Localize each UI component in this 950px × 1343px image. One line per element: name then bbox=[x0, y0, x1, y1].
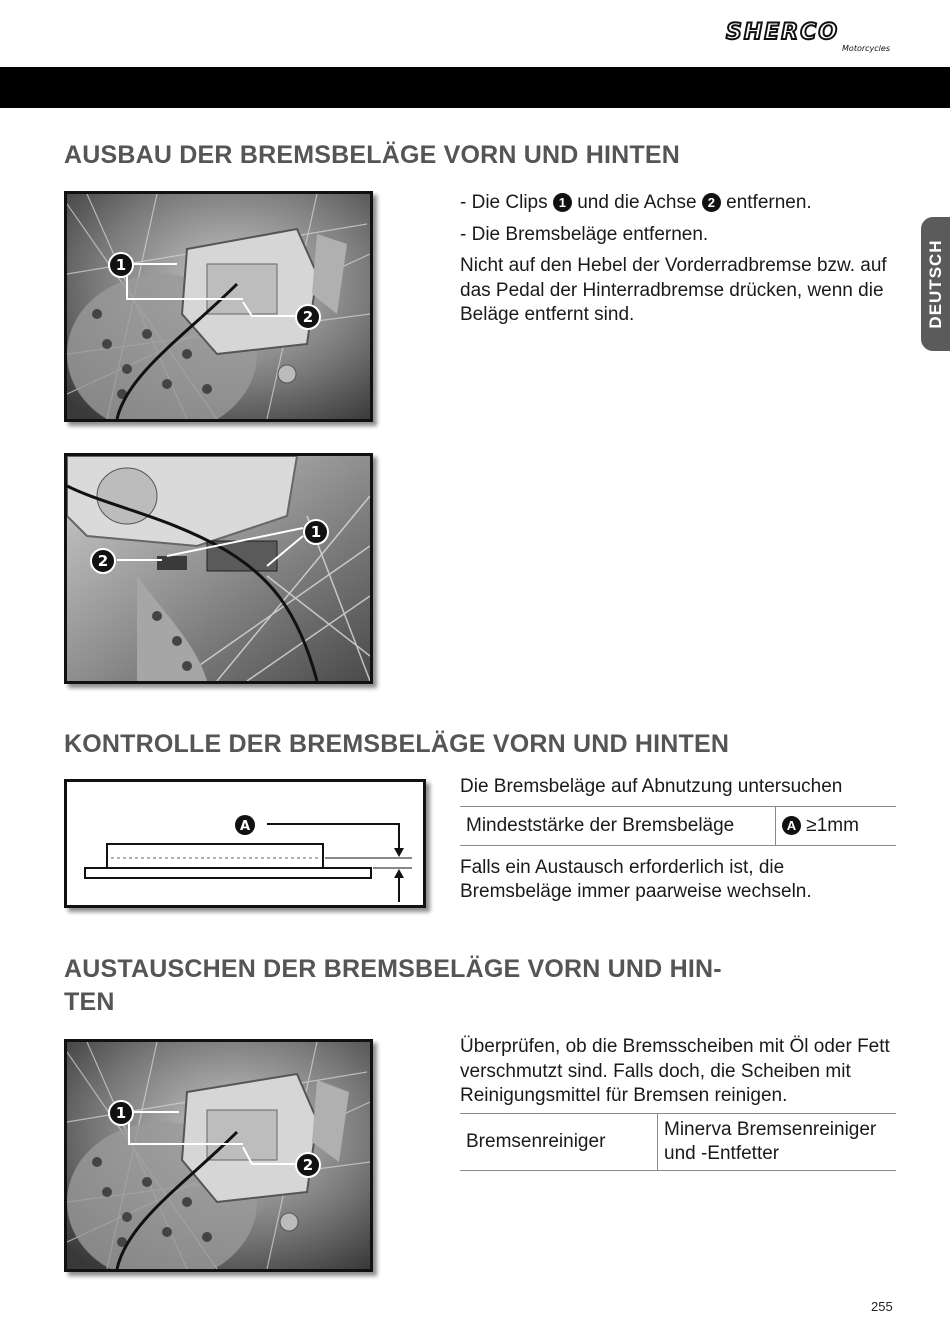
callout-a-icon: A bbox=[782, 816, 801, 835]
table-row bbox=[460, 1113, 896, 1170]
callout-a-icon bbox=[234, 814, 256, 836]
caliper-photo-1 bbox=[64, 191, 373, 422]
section3-title: AUSTAUSCHEN DER BREMSBELÄGE VORN UND HIN- TEN bbox=[64, 955, 722, 1016]
table-row bbox=[460, 806, 896, 845]
language-tab bbox=[921, 217, 950, 351]
callout-1-icon bbox=[107, 1099, 135, 1127]
section2-content bbox=[460, 775, 896, 905]
min-thickness-table bbox=[460, 806, 896, 846]
svg-text:1: 1 bbox=[115, 256, 127, 274]
callout-1-icon bbox=[302, 518, 330, 546]
table-cell-label: Mindeststärke der Bremsbeläge bbox=[460, 806, 776, 845]
pad-thickness-diagram bbox=[64, 779, 426, 908]
cleaner-table bbox=[460, 1113, 896, 1171]
svg-text:1: 1 bbox=[310, 523, 322, 541]
section2-note: Falls ein Austausch erforderlich ist, die Bremsbeläge immer paarweise wechseln. bbox=[460, 856, 812, 902]
section1-title: AUSBAU DER BREMSBELÄGE VORN UND HINTEN bbox=[64, 141, 680, 169]
step-2: - Die Bremsbeläge entfernen. bbox=[460, 223, 709, 245]
logo-text: SHERCO bbox=[726, 20, 840, 45]
step-1: - Die Clips 1 und die Achse 2 entfernen. bbox=[460, 192, 812, 213]
table-cell-label: Bremsenreiniger bbox=[460, 1113, 658, 1170]
table-cell-value: Minerva Bremsenreiniger und -Entfetter bbox=[658, 1113, 897, 1170]
page-number: 255 bbox=[871, 1299, 893, 1314]
callout-2-icon: 2 bbox=[702, 193, 721, 212]
svg-text:A: A bbox=[239, 819, 251, 834]
section2-intro: Die Bremsbeläge auf Abnutzung untersuchen bbox=[460, 776, 843, 797]
sherco-logo bbox=[718, 18, 902, 58]
caliper-photo-2 bbox=[64, 453, 373, 684]
callout-2-icon bbox=[294, 1151, 322, 1179]
section3-content bbox=[460, 1035, 896, 1171]
callout-1-icon bbox=[107, 251, 135, 279]
caliper-photo-3 bbox=[64, 1039, 373, 1272]
svg-text:2: 2 bbox=[302, 1156, 314, 1174]
language-tab-label: DEUTSCH bbox=[925, 239, 945, 329]
callout-2-icon bbox=[89, 547, 117, 575]
section1-text bbox=[460, 191, 890, 335]
table-cell-value: A ≥1mm bbox=[776, 806, 897, 845]
section3-intro: Überprüfen, ob die Bremsscheiben mit Öl oder Fett verschmutzt sind. Falls doch, die Scheiben mit Reinigungsmittel für Bremsen reinigen. bbox=[460, 1036, 890, 1106]
svg-text:2: 2 bbox=[97, 552, 109, 570]
svg-text:2: 2 bbox=[302, 308, 314, 326]
callout-1-icon: 1 bbox=[553, 193, 572, 212]
svg-text:1: 1 bbox=[115, 1104, 127, 1122]
header-bar bbox=[0, 67, 950, 108]
callout-2-icon bbox=[294, 303, 322, 331]
section2-title: KONTROLLE DER BREMSBELÄGE VORN UND HINTEN bbox=[64, 730, 730, 758]
logo-subtext: Motorcycles bbox=[842, 44, 890, 53]
warning-note: Nicht auf den Hebel der Vorderradbremse bzw. auf das Pedal der Hinterradbremse drücken, wenn die Beläge entfernt sind. bbox=[460, 255, 887, 325]
